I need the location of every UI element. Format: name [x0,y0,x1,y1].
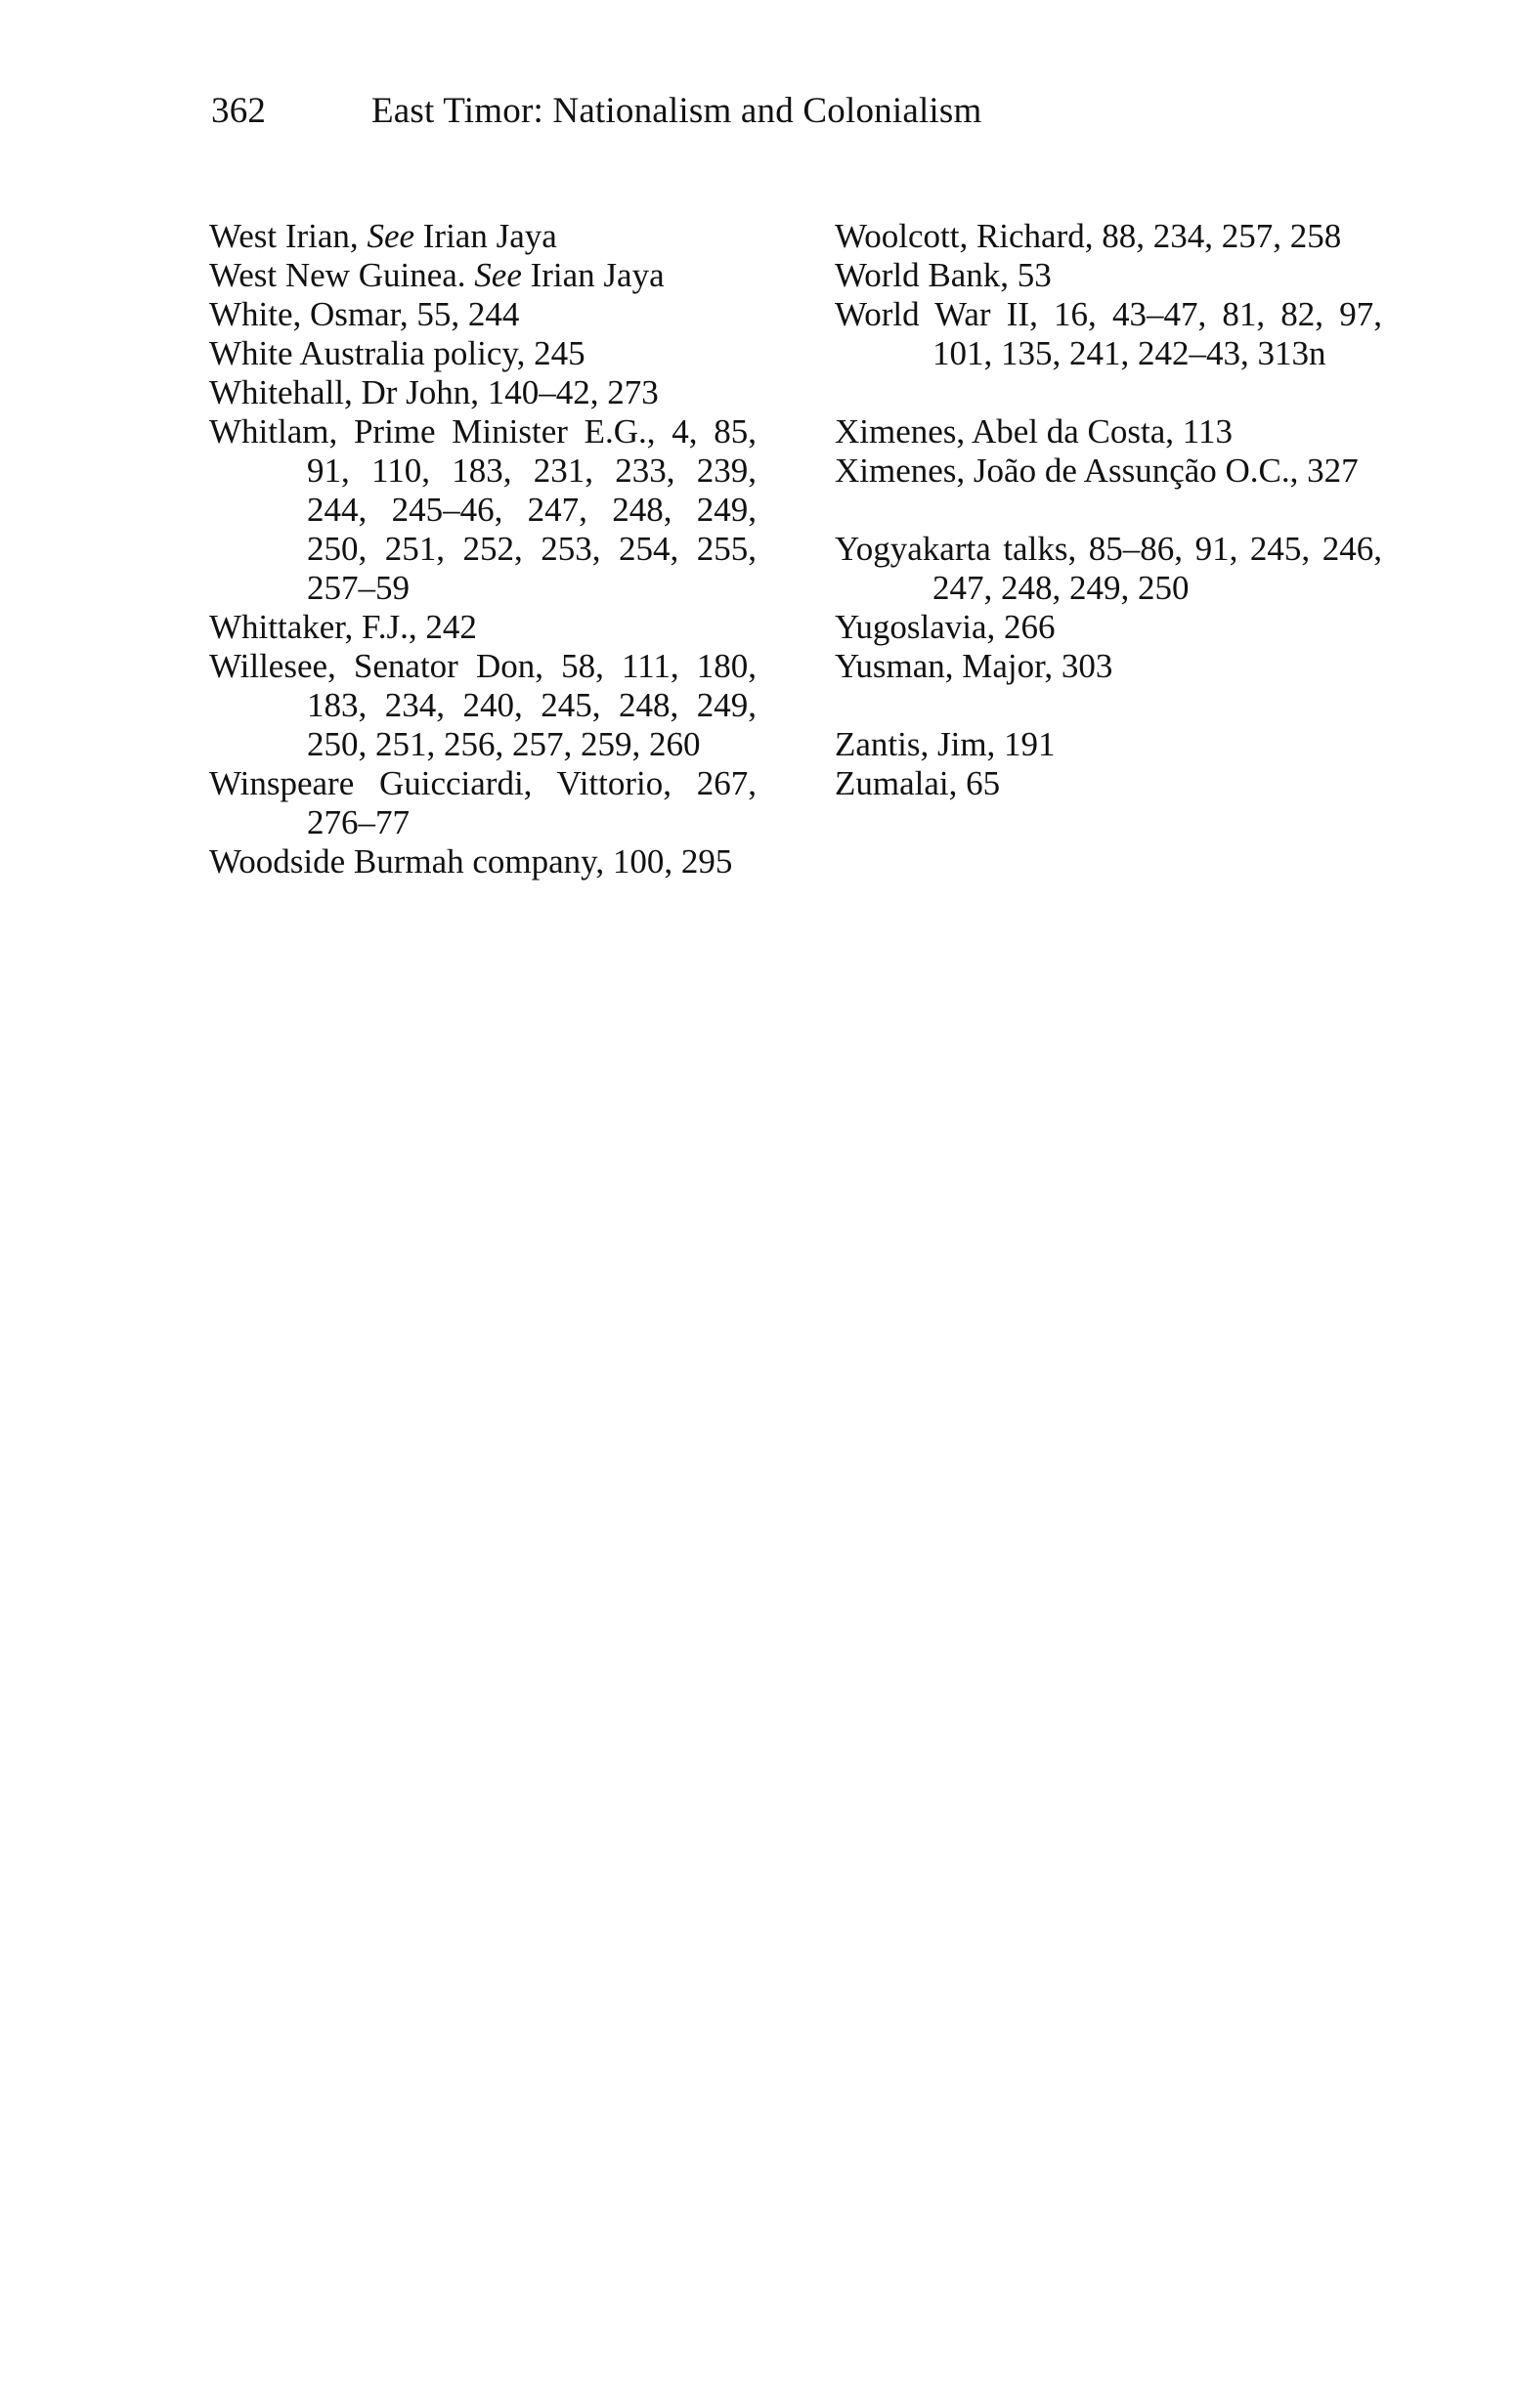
index-entry-whitlam: Whitlam, Prime Minister E.G., 4, 85, 91, 110, 183, 231, 233, 239, 244, 245–46, 247, 248, 249, 250, 251, 252, 253, 254, 255, 257–59 [209,412,757,607]
entry-text: West New Guinea. [209,256,475,294]
index-entry-willesee: Willesee, Senator Don, 58, 111, 180, 183, 234, 240, 245, 248, 249, 250, 251, 256, 257, 259, 260 [209,647,757,763]
index-entry-west-irian [209,217,757,256]
see-target: Irian Jaya [521,256,665,294]
index-entry-world-bank: World Bank, 53 [835,256,1052,294]
index-entry-zumalai: Zumalai, 65 [835,764,1001,802]
index-entry-white-osmar: White, Osmar, 55, 244 [209,295,520,333]
index-entry-west-new-guinea [209,256,757,295]
index-entry-whitehall: Whitehall, Dr John, 140–42, 273 [209,373,659,411]
index-entry-ximenes-abel: Ximenes, Abel da Costa, 113 [835,412,1233,451]
index-column-right [835,217,1382,803]
entry-text: West Irian, [209,217,368,255]
running-title: East Timor: Nationalism and Colonialism [371,91,982,131]
see-reference: See [367,217,415,255]
page-number: 362 [211,91,267,131]
see-target: Irian Jaya [414,217,557,255]
running-head [211,90,981,132]
index-entry-woodside-burmah: Woodside Burmah company, 100, 295 [209,842,733,881]
index-entry-zantis: Zantis, Jim, 191 [835,725,1056,763]
index-entry-white-australia-policy: White Australia policy, 245 [209,334,585,372]
index-entry-whittaker: Whittaker, F.J., 242 [209,608,477,646]
index-entry-yusman: Yusman, Major, 303 [835,647,1113,685]
index-entry-woolcott: Woolcott, Richard, 88, 234, 257, 258 [835,217,1342,255]
see-reference: See [474,256,522,294]
index-entry-winspeare-guicciardi: Winspeare Guicciardi, Vittorio, 267, 276–77 [209,764,757,841]
index-entry-ximenes-joao: Ximenes, João de Assunção O.C., 327 [835,452,1359,490]
index-entry-world-war-ii: World War II, 16, 43–47, 81, 82, 97, 101, 135, 241, 242–43, 313n [835,295,1382,372]
index-entry-yugoslavia: Yugoslavia, 266 [835,608,1056,646]
index-entry-yogyakarta-talks: Yogyakarta talks, 85–86, 91, 245, 246, 247, 248, 249, 250 [835,530,1382,607]
index-column-left [209,217,757,882]
